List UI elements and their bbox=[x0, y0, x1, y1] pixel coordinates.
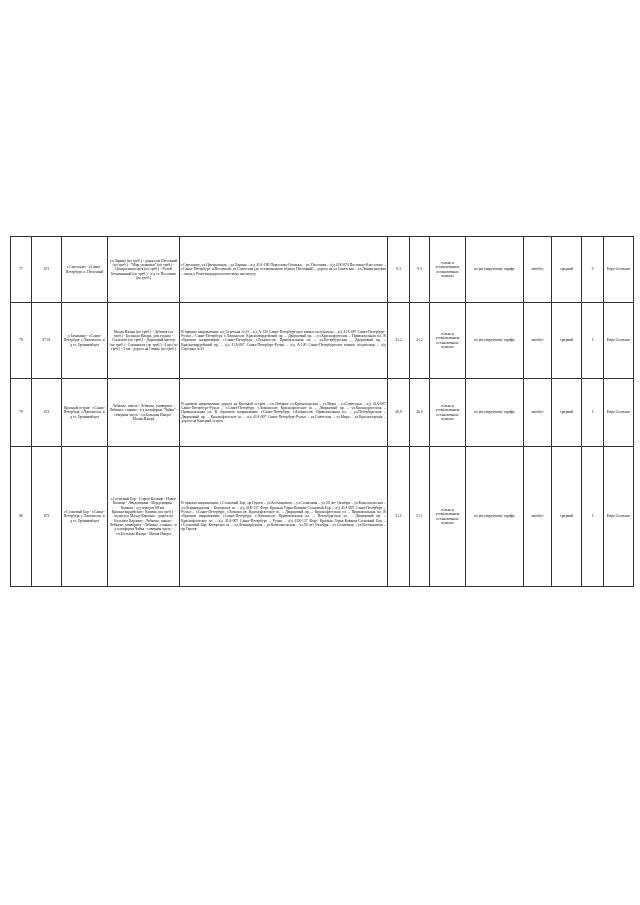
vehicle-type: автобус bbox=[524, 447, 552, 587]
vehicle-count: 3 bbox=[582, 237, 604, 303]
route-length-forward: 21,2 bbox=[388, 303, 410, 379]
route-length-backward: 51,1 bbox=[410, 447, 430, 587]
vehicle-count: 1 bbox=[582, 379, 604, 447]
route-number: 671А bbox=[32, 303, 62, 379]
route-name: г.Сосновый Бор - г.Санкт-Петербург, г.Ломоносов, а/д ст. Ораниенбаум bbox=[62, 447, 108, 587]
route-number: 672 bbox=[32, 379, 62, 447]
route-path: В прямом направлении: г.Сосновый Бор: пр.Героев – ул.Космонавтов – ул.Солнечная – ул.50 лет Октября – ул.Комсомольская – ул.Ленинградская – Копорское ш. – а/д 41К-137 Форт Красная Горка-Коваши-Сосновый Бор – а/д 41А-007 Санкт-Петербург – Ручьи – г.Санкт-Петербург, г.Ломоносов: Краснофлотское ш. – Дворцовый пр. – Краснофлотская ул. – Привокзальная пл. В обратном направлении: г.Санкт-Петербург, г.Ломоносов: Привокзальная пл. – Петербургская ул. – Дворцовый пр. – Краснофлотское ш. – а/д 41А-007 Санкт-Петербург – Ручьи – а/д 41К-137 Форт Красная Горка-Коваши-Сосновый Бор – г.Сосновый Бор: Копорское ш. – ул.Ленинградская – ул.Комсомольская – ул.50 лет Октября – ул.Солнечная – ул.Космонавтов – пр.Героев bbox=[180, 447, 388, 587]
row-number: 79 bbox=[11, 379, 32, 447]
route-stops: г.Сосновый Бор - Старое Калище - Новое Калище - Лендовщина - Мордовщина - Коваши - а/д поворот 68 км - Красногвардейское - Кипень (по треб.) - подъезд к Малое Карлино - дорога на Большое Карлино - Лебяжье, школа - Лебяжье, универмаг - Лебяжье, стоянка - а/д платформа Чайка - северная часть - г.п.Большая Ижора - Малая Ижора bbox=[108, 447, 180, 587]
tariff-type: по регулируемому тарифу bbox=[466, 303, 524, 379]
route-number: 673 bbox=[32, 447, 62, 587]
route-name: д.Тамакино - г.Санкт-Петербург, г.Ломоносов, а/д ст. Ораниенбаум bbox=[62, 303, 108, 379]
tariff-type: по регулируемому тарифу bbox=[466, 379, 524, 447]
route-length-forward: 51,1 bbox=[388, 447, 410, 587]
eco-class: Евро-4 и выше bbox=[604, 447, 634, 587]
table-row bbox=[11, 237, 634, 303]
vehicle-type: автобус bbox=[524, 379, 552, 447]
vehicle-class: средний bbox=[552, 447, 582, 587]
boarding-order: только в установленных остановочных пунктах bbox=[430, 447, 466, 587]
route-stops: Лебяжье, школа - Лебяжье, универмаг - Лебяжье, стоянка - а/д платформа "Чайка" - северная часть - г.п.Большая Ижора - Малая Ижора bbox=[108, 379, 180, 447]
boarding-order: только в установленных остановочных пунктах bbox=[430, 303, 466, 379]
boarding-order: только в установленных остановочных пунктах bbox=[430, 237, 466, 303]
boarding-order: только в установленных остановочных пунктах bbox=[430, 379, 466, 447]
route-length-forward: 9,3 bbox=[388, 237, 410, 303]
vehicle-count: 1 bbox=[582, 447, 604, 587]
vehicle-count: 1 bbox=[582, 303, 604, 379]
routes-table bbox=[10, 236, 634, 587]
route-name: г.Сертолово - г.Санкт-Петербург, п. Песочный bbox=[62, 237, 108, 303]
tariff-type: по регулируемому тарифу bbox=[466, 237, 524, 303]
table-row bbox=[11, 447, 634, 587]
vehicle-class: средний bbox=[552, 379, 582, 447]
route-number: 671 bbox=[32, 237, 62, 303]
route-stops: ул.Ларина (по треб.) - дорога на Песочный (по треб.) - "Мир упаковки" (по треб.) - Центральная пр-я (по треб.) - Ручей Безымянный (по треб.) - а/д ст. Песочная (по треб.) bbox=[108, 237, 180, 303]
route-length-forward: 26,9 bbox=[388, 379, 410, 447]
route-length-backward: 26,9 bbox=[410, 379, 430, 447]
route-path: г.Сертолово, ул.Центральная – ул.Ларина – а/д 41А-180 Парголово-Огоньки – ул. Песочная – а/д 41К-074 Песочное-Киссолово – г.Санкт-Петербург, п.Песочный: ул.Советская (до остановочного пункта Песочный) – дорога на ул.Советская – ул.Ленинградская – завод к Рентгенорадиологическому институту bbox=[180, 237, 388, 303]
eco-class: Евро-4 и выше bbox=[604, 303, 634, 379]
vehicle-class: средний bbox=[552, 237, 582, 303]
vehicle-type: автобус bbox=[524, 237, 552, 303]
row-number: 77 bbox=[11, 237, 32, 303]
route-path: В прямом направлении: а/д Стрельна №33 – а/д А-120 Санкт-Петербургское южное полукольцо – а/д 41А-007 Санкт-Петербург-Ручьи – Санкт-Петербург, г.Ломоносов: Красногвардейский пр. – Дворцовый пр. – ул.Краснофлотская – Привокзальная пл. В обратном направлении: г.Санкт-Петербург, г.Ломоносов: Привокзальная пл. – ул.Петербургская – Дворцовый пр. – Красногвардейский пр. – а/д 41А-007 Санкт-Петербург-Ручьи – а/д А-120 Санкт-Петербургское южное полукольцо – а/д Стрельна №33 bbox=[180, 303, 388, 379]
vehicle-type: автобус bbox=[524, 303, 552, 379]
route-name: Красный остров - г.Санкт-Петербург, г.Ломоносов, а/д ст. Ораниенбаум bbox=[62, 379, 108, 447]
row-number: 80 bbox=[11, 447, 32, 587]
tariff-type: по регулируемому тарифу bbox=[466, 447, 524, 587]
route-path: В прямом направлении: дорога на Красный остров – г.п.Лебяжье ул.Красногорская – ул.Мира – ул.Советская – а/д 41А-007 Санкт-Петербург-Ручьи – г.Санкт-Петербург, г.Ломоносов: Краснофлотское ш. – Дворцовый пр. – ул.Краснофлотская – Привокзальная пл. В обратном направлении: г.Санкт-Петербург, г.Ломоносов: Привокзальная пл. – ул.Петербургская – Дворцовый пр. – Краснофлотское ш. – а/д 41А-007 Санкт-Петербург-Ручьи – ул.Советская – ул.Мира – ул.Красногорская – дорога на Красный остров bbox=[180, 379, 388, 447]
vehicle-class: средний bbox=[552, 303, 582, 379]
table-row bbox=[11, 379, 634, 447]
table-row bbox=[11, 303, 634, 379]
row-number: 78 bbox=[11, 303, 32, 379]
eco-class: Евро-4 и выше bbox=[604, 379, 634, 447]
route-stops: Малая Ижора (по треб.) - Дубовая (по треб.) - Большая Ижора, дом отдыха - Сосновое (по треб.) - Дорожный мастер (по треб.) - Сашинское (по треб.) - 4 км (по треб.) - 5 км - дорога на Гавань (по треб.) bbox=[108, 303, 180, 379]
route-length-backward: 9,3 bbox=[410, 237, 430, 303]
route-length-backward: 21,2 bbox=[410, 303, 430, 379]
eco-class: Евро-4 и выше bbox=[604, 237, 634, 303]
